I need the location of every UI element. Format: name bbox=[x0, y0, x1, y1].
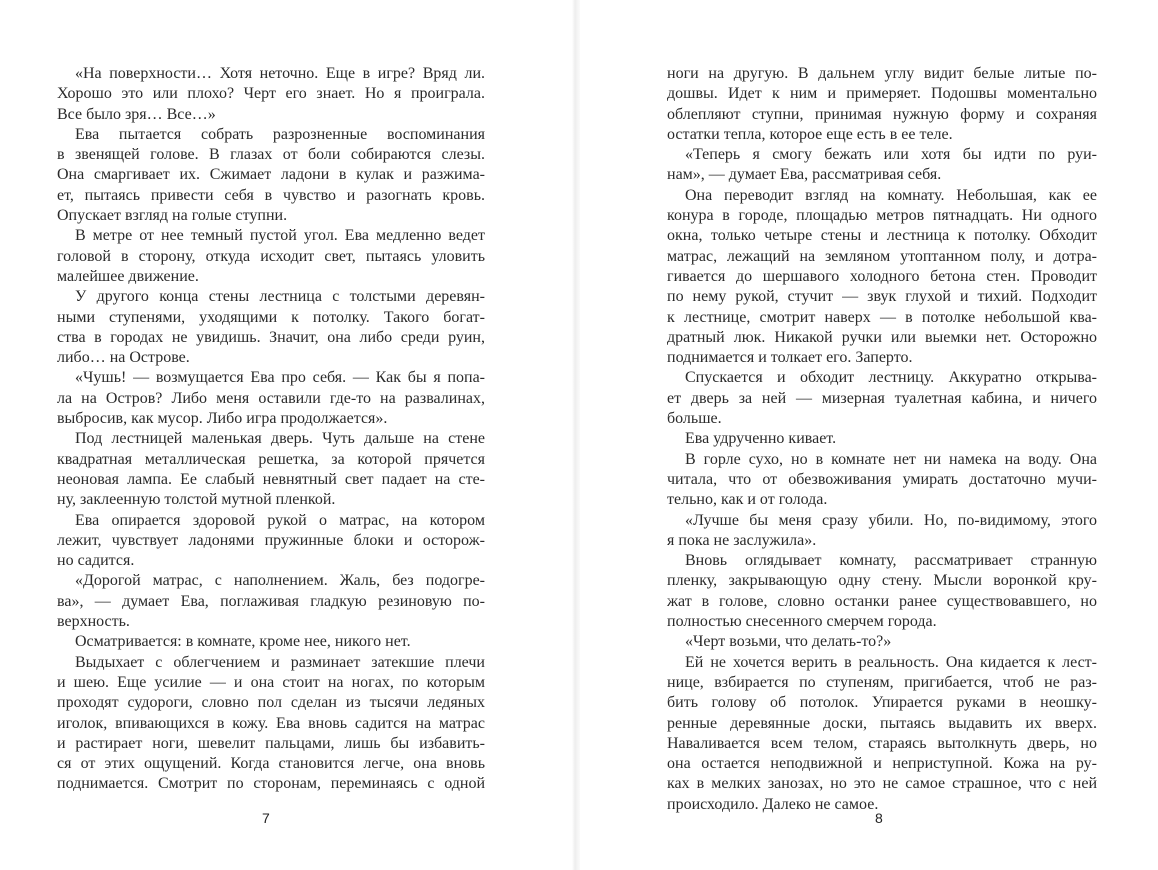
text-line: Она смаргивает их. Сжимает ладони в кулак и разжима- bbox=[57, 166, 485, 184]
paragraph bbox=[57, 287, 485, 368]
text-line: ет дверь за ней — мизерная туалетная кабина, и ничего bbox=[667, 389, 1097, 407]
text-line: тельно, как и от голода. bbox=[667, 491, 828, 509]
paragraph bbox=[667, 368, 1097, 429]
left-page bbox=[0, 0, 574, 870]
paragraph bbox=[57, 226, 485, 287]
text-line: нам», — думает Ева, рассматривая себя. bbox=[667, 166, 942, 184]
text-line: Ева удрученно кивает. bbox=[685, 430, 837, 448]
paragraph bbox=[667, 511, 1097, 552]
text-line: матрас, лежащий на земляном утоптанном полу, и дотра- bbox=[667, 247, 1097, 265]
right-page bbox=[580, 0, 1158, 870]
text-line: В горле сухо, но в комнате нет ни намека на воду. Она bbox=[685, 450, 1097, 468]
text-line: выбросив, как мусор. Либо игра продолжается». bbox=[57, 410, 388, 428]
text-line: ноги на другую. В дальнем углу видит белые литые по- bbox=[667, 65, 1097, 82]
text-line: она остается неподвижной и неприступной. Кожа на ру- bbox=[667, 755, 1097, 773]
text-line: дошвы. Идет к ним и примеряет. Подошвы моментально bbox=[667, 85, 1097, 103]
text-line: квадратная металлическая решетка, за которой прячется bbox=[57, 450, 485, 468]
text-line: больше. bbox=[667, 410, 722, 428]
text-line: Под лестницей маленькая дверь. Чуть дальше на стене bbox=[75, 430, 485, 448]
text-line: в звенящей голове. В глазах от боли собираются слезы. bbox=[57, 146, 485, 164]
text-line: и шею. Еще усилие — и она стоит на ногах, по которым bbox=[57, 673, 485, 691]
text-line: неоновая лампа. Ее слабый невнятный свет падает на сте- bbox=[57, 470, 485, 488]
paragraph bbox=[667, 632, 1097, 652]
text-line: конура в городе, площадью метров пятнадцать. Ни одного bbox=[667, 207, 1097, 225]
text-line: происходило. Далеко не самое. bbox=[667, 795, 879, 813]
text-line: поднимается. Смотрит по сторонам, переминаясь с одной bbox=[57, 775, 485, 793]
text-line: «На поверхности… Хотя неточно. Еще в игре? Вряд ли. bbox=[75, 65, 485, 82]
text-line: Все было зря… Все…» bbox=[57, 105, 216, 123]
paragraph bbox=[57, 429, 485, 510]
text-line: иголок, впивающихся в кожу. Ева вновь садится на матрас bbox=[57, 714, 485, 732]
paragraph bbox=[57, 653, 485, 795]
text-line: облепляют ступни, принимая нужную форму и сохраняя bbox=[667, 105, 1097, 123]
paragraph bbox=[57, 511, 485, 572]
paragraph bbox=[667, 551, 1097, 632]
text-line: ва», — думает Ева, поглаживая гладкую резиновую по- bbox=[57, 592, 485, 610]
text-line: дратный люк. Никакой ручки или выемки нет. Осторожно bbox=[667, 328, 1097, 346]
text-line: малейшее движение. bbox=[57, 267, 199, 285]
text-line: ся от этих ощущений. Когда становится легче, она вновь bbox=[57, 755, 485, 773]
page-number: 8 bbox=[875, 810, 883, 826]
text-line: ренные деревянные доски, пытаясь выдавить их вверх. bbox=[667, 714, 1097, 732]
text-line: головой в сторону, откуда исходит свет, пытаясь уловить bbox=[57, 247, 485, 265]
text-line: «Черт возьми, что делать-то?» bbox=[685, 633, 892, 651]
paragraph bbox=[667, 450, 1097, 511]
paragraph bbox=[57, 632, 485, 652]
text-line: гивается до шершавого холодного бетона стен. Проводит bbox=[667, 267, 1097, 285]
text-line: Она переводит взгляд на комнату. Небольшая, как ее bbox=[685, 186, 1097, 204]
text-line: проходят судороги, словно пол сделан из тысячи ледяных bbox=[57, 694, 485, 712]
text-line: окна, только четыре стены и лестница к потолку. Обходит bbox=[667, 227, 1097, 245]
text-line: Спускается и обходит лестницу. Аккуратно открыва- bbox=[685, 369, 1097, 387]
paragraph bbox=[667, 653, 1097, 815]
paragraph bbox=[57, 368, 485, 429]
page-text bbox=[667, 64, 1097, 815]
text-line: «Дорогой матрас, с наполнением. Жаль, без подогре- bbox=[75, 572, 485, 590]
text-line: Ей не хочется верить в реальность. Она кидается к лест- bbox=[685, 653, 1097, 671]
text-line: бить голову об потолок. Упирается руками в неошку- bbox=[667, 694, 1097, 712]
text-line: и растирает ноги, шевелит пальцами, лишь бы избавить- bbox=[57, 734, 485, 752]
text-line: пленку, закрывающую одну стену. Мысли воронкой кру- bbox=[667, 572, 1097, 590]
paragraph bbox=[57, 125, 485, 226]
text-line: Наваливается всем телом, стараясь вытолкнуть дверь, но bbox=[667, 734, 1097, 752]
text-line: «Лучше бы меня сразу убили. Но, по-видимому, этого bbox=[685, 511, 1097, 529]
text-line: ну, заклеенную толстой мутной пленкой. bbox=[57, 491, 336, 509]
text-line: остатки тепла, которое еще есть в ее теле. bbox=[667, 125, 953, 143]
text-line: ках в мелких занозах, но это не самое страшное, что с ней bbox=[667, 775, 1097, 793]
text-line: В метре от нее темный пустой угол. Ева медленно ведет bbox=[75, 227, 485, 245]
text-line: Хорошо это или плохо? Черт его знает. Но я проиграла. bbox=[57, 85, 485, 103]
text-line: Осматривается: в комнате, кроме нее, никого нет. bbox=[75, 633, 411, 651]
text-line: Выдыхает с облегчением и разминает затекшие плечи bbox=[75, 653, 485, 671]
text-line: лежит, чувствует ладонями пружинные блоки и осторож- bbox=[57, 531, 485, 549]
text-line: поднимается и толкает его. Заперто. bbox=[667, 349, 913, 367]
paragraph bbox=[57, 571, 485, 632]
text-line: к лестнице, смотрит наверх — в потолке небольшой ква- bbox=[667, 308, 1097, 326]
text-line: я пока не заслужила». bbox=[667, 531, 817, 549]
text-line: полностью снесенного смерчем города. bbox=[667, 613, 937, 631]
text-line: либо… на Острове. bbox=[57, 349, 190, 367]
page-number: 7 bbox=[262, 810, 270, 826]
text-line: но садится. bbox=[57, 552, 135, 570]
text-line: Ева опирается здоровой рукой о матрас, на котором bbox=[75, 511, 485, 529]
paragraph bbox=[57, 64, 485, 125]
text-line: Ева пытается собрать разрозненные воспоминания bbox=[75, 125, 485, 143]
text-line: У другого конца стены лестница с толстыми деревян- bbox=[75, 288, 485, 306]
paragraph bbox=[667, 145, 1097, 186]
text-line: Опускает взгляд на голые ступни. bbox=[57, 207, 288, 225]
text-line: ла на Остров? Либо меня оставили где-то на развалинах, bbox=[57, 389, 485, 407]
paragraph bbox=[667, 429, 1097, 449]
text-line: ства в городах не увидишь. Значит, она либо среди руин, bbox=[57, 328, 485, 346]
page-text bbox=[57, 64, 485, 795]
text-line: жат в голове, словно останки ранее существовавшего, но bbox=[667, 592, 1097, 610]
text-line: ными ступенями, уходящими к потолку. Такого богат- bbox=[57, 308, 485, 326]
text-line: читала, что от обезвоживания умирать достаточно мучи- bbox=[667, 470, 1097, 488]
text-line: «Чушь! — возмущается Ева про себя. — Как бы я попа- bbox=[75, 369, 485, 387]
text-line: нице, взбирается по ступеням, пригибается, чтоб не раз- bbox=[667, 673, 1097, 691]
text-line: верхность. bbox=[57, 613, 130, 631]
text-line: «Теперь я смогу бежать или хотя бы идти по руи- bbox=[685, 146, 1097, 164]
text-line: по нему рукой, стучит — звук глухой и тихий. Подходит bbox=[667, 288, 1097, 306]
paragraph bbox=[667, 186, 1097, 369]
text-line: ет, пытаясь привести себя в чувство и разогнать кровь. bbox=[57, 186, 485, 204]
text-line: Вновь оглядывает комнату, рассматривает странную bbox=[685, 552, 1097, 570]
paragraph bbox=[667, 64, 1097, 145]
